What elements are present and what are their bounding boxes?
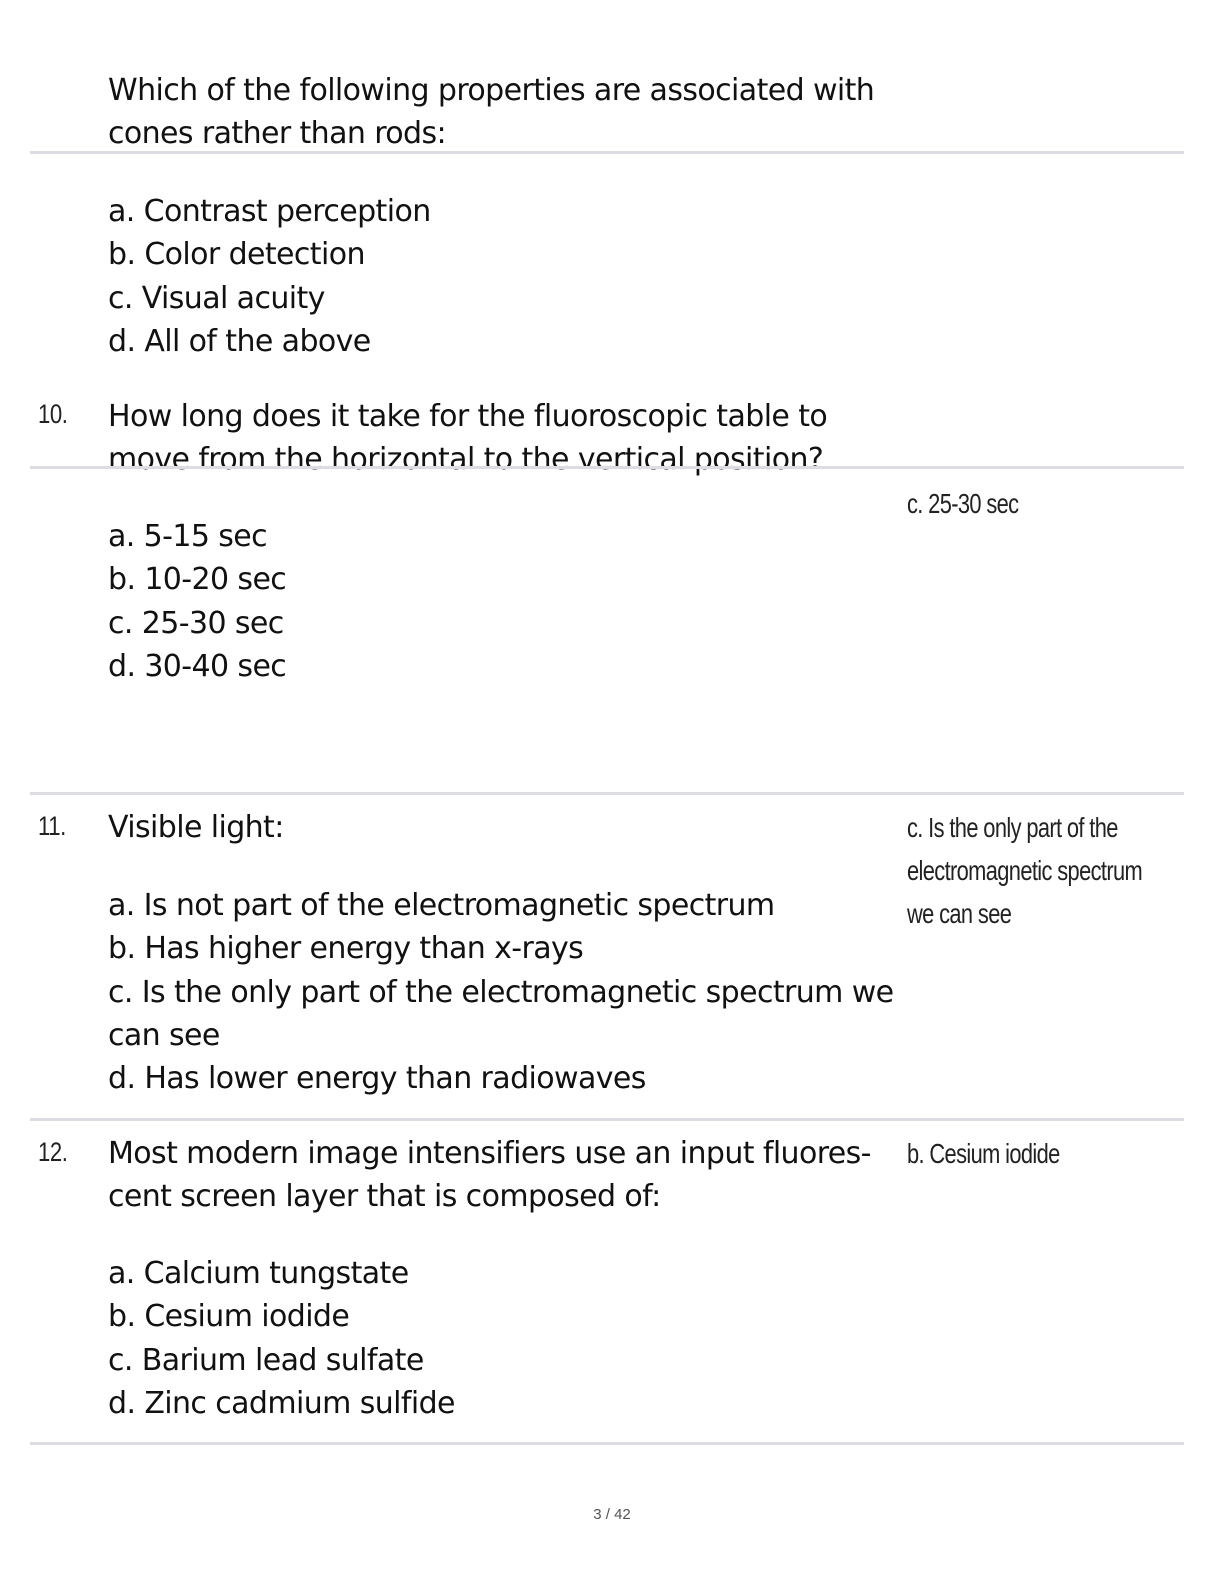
option-b: b. Cesium iodide xyxy=(108,1299,350,1335)
option-a: a. Calcium tungstate xyxy=(108,1256,409,1291)
option-d: d. 30-40 sec xyxy=(108,648,287,684)
question-text: Which of the following properties are associated with cones rather than rods: xyxy=(108,73,875,151)
option-c: c. Barium lead sulfate xyxy=(108,1342,424,1378)
option-c: c. Is the only part of the electromagnetic spectrum we can see xyxy=(108,974,894,1053)
option-c: c. Visual acuity xyxy=(108,280,325,316)
option-list xyxy=(108,190,908,363)
answer-text: b. Cesium iodide xyxy=(907,1138,1060,1169)
question-number: 11. xyxy=(38,811,66,841)
answer-text: c. Is the only part of the electromagnetic spectrum we can see xyxy=(907,812,1143,929)
card-divider xyxy=(30,1442,1184,1445)
option-d: d. All of the above xyxy=(108,323,371,359)
question-number: 12. xyxy=(38,1137,68,1167)
question-text: Most modern image intensifiers use an input fluores-cent screen layer that is composed of: xyxy=(108,1136,871,1214)
option-a: a. Contrast perception xyxy=(108,194,431,229)
card-divider xyxy=(30,151,1184,154)
question-text: Visible light: xyxy=(108,810,284,845)
option-a: a. 5-15 sec xyxy=(108,519,268,554)
page-indicator: 3 / 42 xyxy=(593,1506,631,1523)
question-text: How long does it take for the fluoroscopic table to move from the horizontal to the vertical position? xyxy=(108,399,828,477)
card-divider xyxy=(30,466,1184,469)
question-number: 10. xyxy=(38,399,68,429)
option-b: b. Color detection xyxy=(108,237,365,273)
option-b: b. Has higher energy than x-rays xyxy=(108,931,584,967)
option-d: d. Has lower energy than radiowaves xyxy=(108,1061,646,1097)
option-list xyxy=(108,884,908,1100)
card-divider xyxy=(30,792,1184,795)
option-list xyxy=(108,515,908,688)
card-divider xyxy=(30,1118,1184,1121)
option-b: b. 10-20 sec xyxy=(108,562,287,598)
option-a: a. Is not part of the electromagnetic spectrum xyxy=(108,888,775,923)
option-c: c. 25-30 sec xyxy=(108,605,284,641)
option-d: d. Zinc cadmium sulfide xyxy=(108,1385,455,1421)
option-list xyxy=(108,1252,908,1425)
answer-text: c. 25-30 sec xyxy=(907,488,1019,519)
